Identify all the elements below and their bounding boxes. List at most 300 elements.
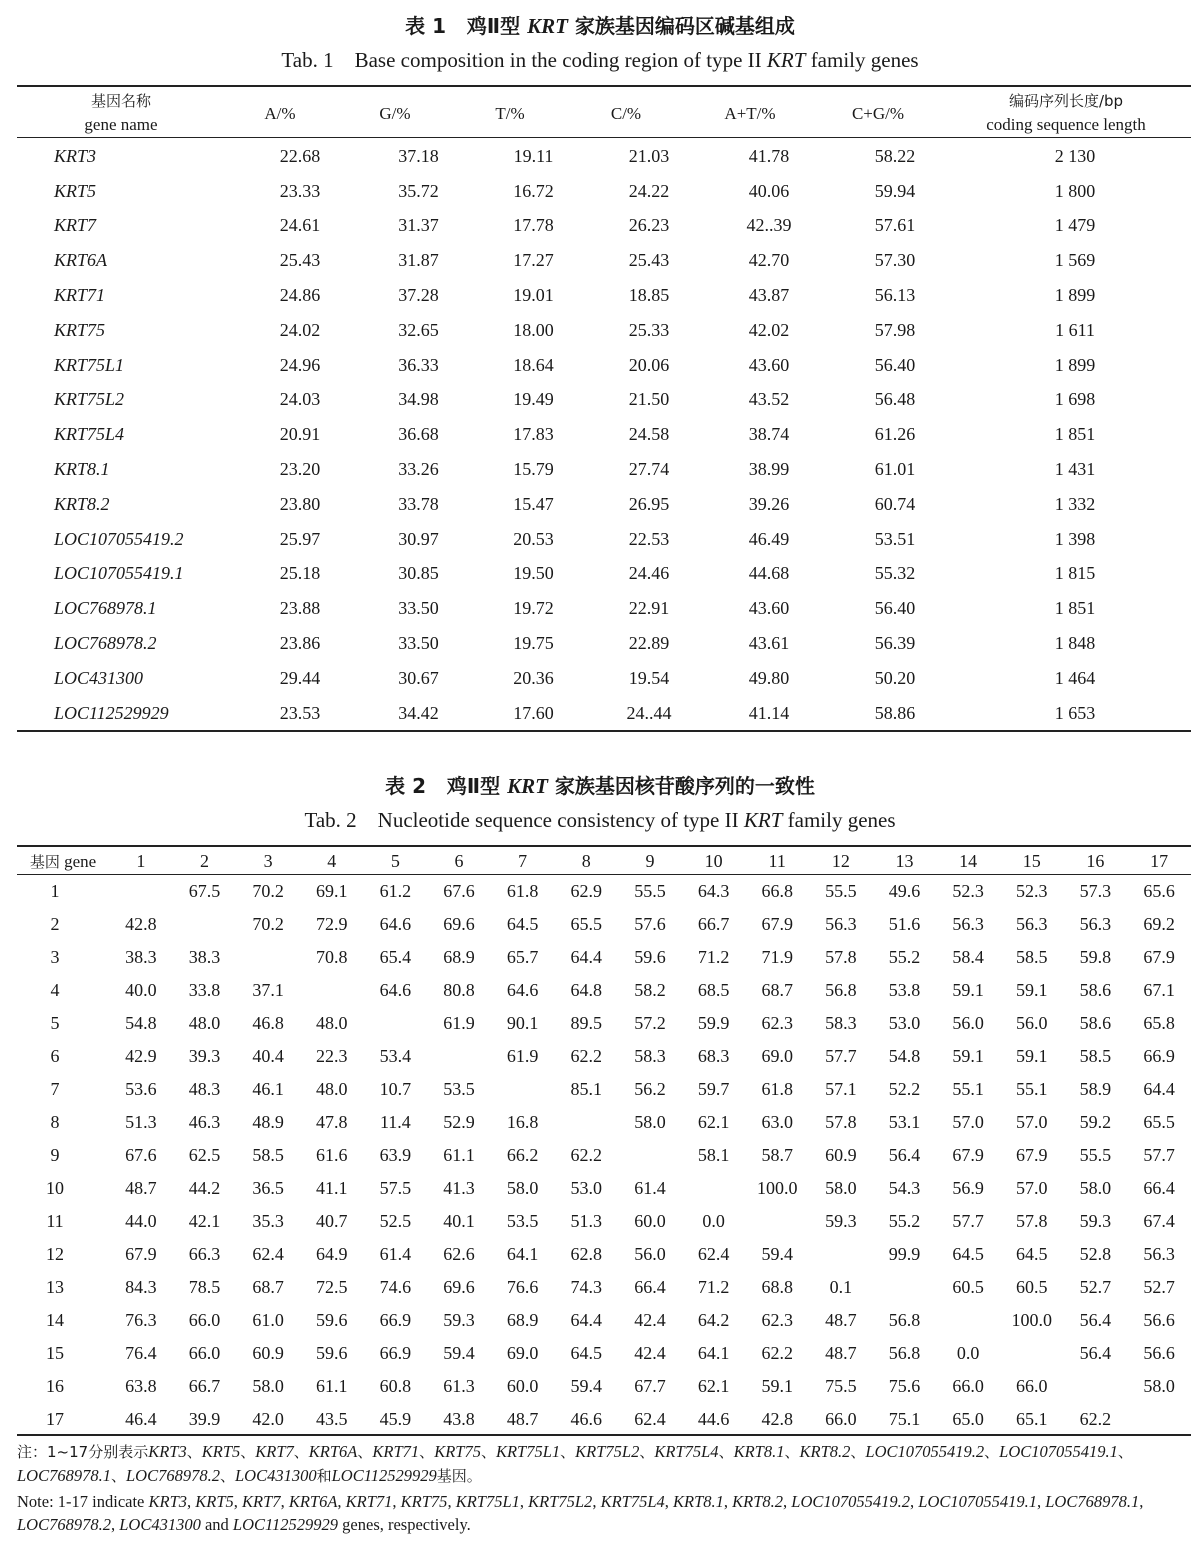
table2-top-rule <box>17 845 1191 847</box>
table2-value-cell: 85.1 <box>570 1079 603 1099</box>
table2-value-cell: 58.6 <box>1079 980 1112 1000</box>
table2-value-cell: 44.0 <box>125 1211 157 1231</box>
table2-row <box>17 1403 1191 1436</box>
table1-value-cell: 37.18 <box>398 145 439 166</box>
table2-value-cell: 66.0 <box>188 1310 221 1330</box>
table2-title-cn-post: 家族基因核苷酸序列的一致性 <box>554 774 815 798</box>
table2-value-cell: 64.3 <box>697 881 730 901</box>
note-en-separator: , <box>723 1492 729 1511</box>
table2-value-cell: 69.6 <box>443 914 475 934</box>
table2-value-cell: 62.3 <box>761 1013 793 1033</box>
table2-value-cell: 58.2 <box>634 980 666 1000</box>
table2-value-cell: 44.2 <box>188 1178 221 1198</box>
table2-value-cell: 56.8 <box>888 1310 921 1330</box>
note-en-gene: KRT75L2 <box>528 1492 593 1511</box>
table2-value-cell: 43.5 <box>315 1409 348 1429</box>
table2-value-cell: 76.6 <box>506 1277 539 1297</box>
table2-value-cell: 56.0 <box>952 1013 984 1033</box>
table2-header <box>17 849 1191 873</box>
note-en-gene: KRT3 <box>148 1492 188 1511</box>
table2-value-cell: 46.8 <box>252 1013 284 1033</box>
table2-row-label: 8 <box>50 1112 60 1132</box>
table1-value-cell: 42..39 <box>746 215 792 236</box>
table2-row <box>17 974 1191 1007</box>
table2-value-cell: 66.7 <box>697 914 730 934</box>
table2-value-cell: 59.3 <box>1079 1211 1112 1231</box>
table1-value-cell: 36.68 <box>398 424 439 445</box>
table2-value-cell: 71.2 <box>697 1277 730 1297</box>
table1-value-cell: 30.85 <box>398 563 439 584</box>
table2-column-header: 17 <box>1150 850 1169 871</box>
table1-value-cell: 1 899 <box>1054 354 1096 375</box>
table2-column-header: 9 <box>645 850 655 871</box>
table2-value-cell: 67.9 <box>1143 947 1175 967</box>
table2-value-cell: 84.3 <box>125 1277 157 1297</box>
table1-value-cell: 1 815 <box>1054 563 1096 584</box>
table2-value-cell: 64.6 <box>379 980 412 1000</box>
note-cn-gene: KRT75L1 <box>495 1442 561 1461</box>
table2-value-cell: 66.2 <box>506 1145 539 1165</box>
table1-value-cell: 33.78 <box>398 493 439 514</box>
table2-value-cell: 45.9 <box>379 1409 412 1429</box>
table2-value-cell: 70.2 <box>252 914 284 934</box>
table2-value-cell: 59.3 <box>825 1211 857 1231</box>
table1-value-cell: 19.72 <box>513 598 554 619</box>
table2-value-cell: 54.8 <box>888 1046 921 1066</box>
table2-value-cell: 59.6 <box>315 1343 348 1363</box>
table1-value-cell: 43.61 <box>748 633 790 654</box>
table2-value-cell: 52.5 <box>379 1211 412 1231</box>
table1-value-cell: 33.50 <box>398 598 439 619</box>
table2-value-cell <box>300 974 364 1007</box>
table1-value-cell: 43.52 <box>748 389 790 410</box>
table2-value-cell: 63.9 <box>379 1145 412 1165</box>
table2-value-cell: 64.9 <box>315 1244 348 1264</box>
table1-row <box>17 348 1191 383</box>
table1-value-cell: 24.61 <box>279 215 321 236</box>
table2-value-cell: 64.4 <box>570 1310 603 1330</box>
table2-value-cell: 22.3 <box>315 1046 348 1066</box>
table2-value-cell: 66.9 <box>379 1310 412 1330</box>
table1-value-cell: 24..44 <box>626 702 672 723</box>
table1-header-at: A+T/% <box>724 104 776 123</box>
note-cn-separator: 、 <box>419 1443 435 1461</box>
table2-row <box>17 1172 1191 1205</box>
note-en-and: and <box>204 1515 229 1534</box>
table2-value-cell: 53.8 <box>888 980 921 1000</box>
table2-value-cell: 66.0 <box>952 1376 984 1396</box>
table2-value-cell: 57.3 <box>1079 881 1112 901</box>
table1-title-en <box>0 48 1200 73</box>
table1-header-gene <box>68 89 174 137</box>
table2-value-cell: 38.3 <box>188 947 221 967</box>
table2-column-header: 15 <box>1022 850 1041 871</box>
note-cn-separator: 、 <box>186 1443 202 1461</box>
table2-value-cell: 39.9 <box>188 1409 221 1429</box>
table2-value-cell: 0.0 <box>956 1343 980 1363</box>
table2-value-cell: 76.4 <box>125 1343 157 1363</box>
table2-value-cell: 46.3 <box>188 1112 221 1132</box>
table1-value-cell: 21.50 <box>628 389 670 410</box>
table2-value-cell: 67.6 <box>125 1145 157 1165</box>
table2-row-label: 10 <box>46 1178 64 1198</box>
table2-value-cell: 58.9 <box>1079 1079 1112 1099</box>
table2-value-cell: 67.9 <box>761 914 793 934</box>
table1-value-cell: 17.78 <box>513 215 554 236</box>
table2-row-label: 11 <box>46 1211 64 1231</box>
note-cn-separator: 、 <box>639 1443 655 1461</box>
table2-value-cell: 62.5 <box>188 1145 221 1165</box>
table2-value-cell: 49.6 <box>888 881 921 901</box>
table1-gene-cell: KRT75 <box>54 319 106 340</box>
table1-number: 表 1 <box>405 14 447 38</box>
note-en-separator: , <box>110 1515 116 1534</box>
note-en-separator: , <box>519 1492 524 1511</box>
table1-value-cell: 36.33 <box>398 354 439 375</box>
table2-value-cell <box>1127 1403 1191 1436</box>
table1-row <box>17 139 1191 174</box>
table1-gene-cell: LOC431300 <box>54 667 144 688</box>
table2-value-cell: 61.8 <box>761 1079 793 1099</box>
table2-row-label: 9 <box>50 1145 60 1165</box>
table1-value-cell: 2 130 <box>1054 145 1096 166</box>
table2-value-cell: 66.4 <box>634 1277 666 1297</box>
note-cn-gene: LOC112529929 <box>331 1466 437 1485</box>
table2-value-cell: 58.3 <box>825 1013 857 1033</box>
table2-value-cell: 56.3 <box>1143 1244 1175 1264</box>
table2-value-cell <box>745 1205 809 1238</box>
table2-value-cell: 59.1 <box>761 1376 793 1396</box>
table1-value-cell: 43.60 <box>748 598 790 619</box>
table2-value-cell: 42.0 <box>252 1409 284 1429</box>
table2-value-cell: 64.5 <box>570 1343 603 1363</box>
note-cn-gene: LOC107055419.2 <box>865 1442 985 1461</box>
table2-value-cell: 66.0 <box>188 1343 221 1363</box>
table2-value-cell: 11.4 <box>379 1112 411 1132</box>
table2-column-header: 13 <box>895 850 914 871</box>
table1-title-cn-pre: 鸡Ⅱ型 <box>466 14 521 38</box>
table2-row <box>17 1370 1191 1403</box>
note-cn-separator: 、 <box>240 1443 256 1461</box>
table2-value-cell: 65.4 <box>379 947 412 967</box>
table2-value-cell: 61.9 <box>506 1046 539 1066</box>
table2-value-cell: 57.7 <box>825 1046 857 1066</box>
table1-value-cell: 61.01 <box>874 459 916 480</box>
table2-value-cell: 69.0 <box>761 1046 793 1066</box>
table2-value-cell: 61.6 <box>315 1145 348 1165</box>
table1-value-cell: 53.51 <box>874 528 916 549</box>
table2-value-cell: 64.6 <box>379 914 412 934</box>
table2-value-cell: 51.6 <box>888 914 921 934</box>
table2-value-cell: 57.8 <box>1016 1211 1048 1231</box>
note-en-separator: , <box>392 1492 397 1511</box>
table2-column-header: 16 <box>1086 850 1105 871</box>
table2-value-cell: 61.2 <box>379 881 412 901</box>
table2-value-cell: 47.8 <box>315 1112 348 1132</box>
note-en-separator: , <box>337 1492 342 1511</box>
table1-value-cell: 1 479 <box>1054 215 1096 236</box>
table2-value-cell: 68.9 <box>443 947 475 967</box>
table1-value-cell: 24.22 <box>628 180 670 201</box>
table2-row-label: 13 <box>46 1277 64 1297</box>
table1-row <box>17 209 1191 244</box>
table2-row <box>17 1304 1191 1337</box>
table1-body <box>17 139 1191 731</box>
table2-value-cell: 64.4 <box>570 947 603 967</box>
table2-value-cell <box>173 908 237 941</box>
table2-title-en-pre: Tab. 2 Nucleotide sequence consistency of type II <box>304 808 739 832</box>
table2-value-cell: 16.8 <box>506 1112 539 1132</box>
table1-value-cell: 31.37 <box>398 215 439 236</box>
table2-value-cell: 68.9 <box>506 1310 539 1330</box>
table2-value-cell: 90.1 <box>506 1013 539 1033</box>
table1-value-cell: 29.44 <box>279 667 321 688</box>
table1-value-cell: 25.43 <box>628 250 670 271</box>
table1-value-cell: 20.36 <box>513 667 554 688</box>
table2-value-cell: 0.0 <box>702 1211 725 1231</box>
table2-value-cell: 57.8 <box>825 1112 857 1132</box>
table2-value-cell: 59.1 <box>1016 1046 1048 1066</box>
table1-row <box>17 417 1191 452</box>
table1-value-cell: 1 851 <box>1054 598 1096 619</box>
table1-value-cell: 1 851 <box>1054 424 1096 445</box>
table1-gene-cell: KRT3 <box>54 145 97 166</box>
table2-row <box>17 1007 1191 1040</box>
note-en-gene: LOC107055419.2 <box>791 1492 911 1511</box>
table2-value-cell: 69.0 <box>506 1343 539 1363</box>
note-en-gene: KRT75L1 <box>455 1492 520 1511</box>
table2-row-label: 16 <box>46 1376 64 1396</box>
table1-value-cell: 56.13 <box>874 285 916 306</box>
table2-value-cell: 52.7 <box>1143 1277 1175 1297</box>
table1-value-cell: 32.65 <box>398 319 439 340</box>
table2-value-cell: 59.7 <box>697 1079 730 1099</box>
table2-value-cell: 59.9 <box>697 1013 730 1033</box>
table2-value-cell: 56.8 <box>888 1343 921 1363</box>
table2-value-cell: 48.9 <box>252 1112 284 1132</box>
table2-value-cell: 35.3 <box>252 1211 284 1231</box>
table2-value-cell: 42.4 <box>634 1310 666 1330</box>
table1-value-cell: 19.11 <box>513 145 554 166</box>
table2-value-cell: 67.6 <box>443 881 475 901</box>
table2-value-cell: 74.6 <box>379 1277 412 1297</box>
table1-value-cell: 18.64 <box>513 354 554 375</box>
note-cn-gene: KRT8.2 <box>799 1442 851 1461</box>
table1-value-cell: 56.39 <box>874 633 916 654</box>
table2-row-label: 15 <box>46 1343 64 1363</box>
table1-value-cell: 16.72 <box>513 180 554 201</box>
table2-value-cell: 74.3 <box>570 1277 603 1297</box>
note-cn-gene: LOC431300 <box>235 1466 317 1485</box>
table2-value-cell: 59.3 <box>443 1310 475 1330</box>
note-cn-separator: 、 <box>219 1467 235 1485</box>
table2-row <box>17 1337 1191 1370</box>
table1-value-cell: 24.46 <box>628 563 670 584</box>
table2-value-cell: 48.0 <box>315 1079 348 1099</box>
table2-value-cell: 69.2 <box>1143 914 1175 934</box>
table1-value-cell: 61.26 <box>874 424 916 445</box>
table1-value-cell: 17.83 <box>513 424 554 445</box>
table2-value-cell: 57.0 <box>1016 1112 1048 1132</box>
table2-value-cell: 61.9 <box>443 1013 475 1033</box>
table1-title-cn-kw: KRT <box>527 14 568 38</box>
table2-value-cell <box>554 1106 618 1139</box>
note-cn-gene: KRT7 <box>255 1442 294 1461</box>
table1-row <box>17 696 1191 731</box>
table2-value-cell: 52.3 <box>1016 881 1048 901</box>
table2-value-cell: 99.9 <box>888 1244 921 1264</box>
table1-value-cell: 57.30 <box>874 250 916 271</box>
table1-row <box>17 383 1191 418</box>
note-cn-and: 和 <box>316 1467 332 1485</box>
table1-top-rule <box>17 85 1191 87</box>
table2-value-cell <box>1064 1370 1128 1403</box>
table2-value-cell: 58.6 <box>1079 1013 1112 1033</box>
table2-value-cell: 53.4 <box>379 1046 412 1066</box>
table1-value-cell: 24.86 <box>279 285 321 306</box>
table2-value-cell: 52.2 <box>888 1079 921 1099</box>
table2-value-cell: 58.0 <box>1143 1376 1175 1396</box>
table1-gene-cell: LOC107055419.1 <box>54 563 184 584</box>
table2-value-cell: 56.3 <box>1016 914 1048 934</box>
note-en-gene: KRT7 <box>242 1492 281 1511</box>
table2-value-cell: 52.9 <box>443 1112 475 1132</box>
table2-value-cell: 60.9 <box>252 1343 284 1363</box>
table2-value-cell: 65.6 <box>1143 881 1175 901</box>
note-en-separator: , <box>447 1492 452 1511</box>
table1-value-cell: 22.91 <box>628 598 670 619</box>
note-cn-gene: KRT75L4 <box>654 1442 719 1461</box>
table2-value-cell: 56.3 <box>1079 914 1112 934</box>
table2-value-cell: 54.3 <box>888 1178 921 1198</box>
table2-value-cell: 62.1 <box>697 1112 730 1132</box>
table2-value-cell: 42.9 <box>125 1046 157 1066</box>
table2-value-cell: 55.2 <box>888 947 921 967</box>
table2-value-cell: 40.1 <box>443 1211 475 1231</box>
table2-value-cell: 65.5 <box>570 914 603 934</box>
table2-value-cell: 58.7 <box>761 1145 793 1165</box>
note-cn-gene: KRT6A <box>308 1442 358 1461</box>
table2-value-cell: 61.1 <box>443 1145 475 1165</box>
table2-value-cell: 58.0 <box>506 1178 539 1198</box>
table1-gene-cell: KRT75L1 <box>54 354 125 375</box>
table2-value-cell: 62.6 <box>443 1244 475 1264</box>
table1-value-cell: 31.87 <box>398 250 439 271</box>
note-cn-gene: KRT75L2 <box>575 1442 640 1461</box>
note-cn <box>17 1440 1197 1488</box>
table2-value-cell: 69.6 <box>443 1277 475 1297</box>
table1-value-cell: 1 800 <box>1054 180 1096 201</box>
note-cn-separator: 、 <box>1117 1443 1133 1461</box>
table2-value-cell: 69.1 <box>315 881 348 901</box>
table2-value-cell: 62.9 <box>570 881 603 901</box>
table2-value-cell: 58.0 <box>1079 1178 1112 1198</box>
table1-value-cell: 56.40 <box>874 598 916 619</box>
note-en-gene: LOC112529929 <box>232 1515 339 1534</box>
table2-value-cell: 38.3 <box>125 947 157 967</box>
table2-value-cell: 59.1 <box>952 1046 984 1066</box>
table2-value-cell: 56.6 <box>1143 1343 1175 1363</box>
table2-value-cell: 60.0 <box>634 1211 666 1231</box>
table1-value-cell: 49.80 <box>748 667 790 688</box>
table2-value-cell: 55.1 <box>952 1079 984 1099</box>
table1-gene-cell: KRT71 <box>54 285 106 306</box>
table1-bottom-rule <box>17 730 1191 732</box>
table2-value-cell: 64.5 <box>506 914 539 934</box>
table2-value-cell: 57.0 <box>1016 1178 1048 1198</box>
table2-value-cell: 58.4 <box>952 947 984 967</box>
table2-value-cell: 60.5 <box>1016 1277 1048 1297</box>
table2-value-cell: 42.4 <box>634 1343 666 1363</box>
table2-value-cell: 64.5 <box>952 1244 984 1264</box>
note-cn-separator: 、 <box>718 1443 734 1461</box>
table2-value-cell: 58.3 <box>634 1046 666 1066</box>
table2-value-cell: 40.4 <box>252 1046 284 1066</box>
table1-value-cell: 1 653 <box>1054 702 1096 723</box>
table2-value-cell: 61.1 <box>315 1376 348 1396</box>
table2-column-header: 3 <box>263 850 273 871</box>
table1-value-cell: 56.40 <box>874 354 916 375</box>
table1-row <box>17 591 1191 626</box>
table1-value-cell: 20.91 <box>279 424 321 445</box>
table2-value-cell: 62.2 <box>1079 1409 1112 1429</box>
table2-value-cell: 68.7 <box>252 1277 284 1297</box>
table1-value-cell: 19.50 <box>513 563 554 584</box>
table1-value-cell: 25.33 <box>628 319 670 340</box>
table2-value-cell: 58.0 <box>825 1178 857 1198</box>
table2-column-header: 14 <box>959 850 978 871</box>
table2-value-cell: 56.6 <box>1143 1310 1175 1330</box>
table2-value-cell: 36.5 <box>252 1178 284 1198</box>
table2-value-cell: 67.5 <box>188 881 221 901</box>
table2-row <box>17 1106 1191 1139</box>
table2-value-cell: 65.8 <box>1143 1013 1175 1033</box>
note-en-gene: KRT75L4 <box>600 1492 665 1511</box>
table1-header-length-en: coding sequence length <box>986 115 1146 134</box>
table2-title-cn-kw: KRT <box>507 774 548 798</box>
note-cn-gene: LOC768978.1 <box>17 1466 111 1485</box>
table2-value-cell: 75.6 <box>888 1376 921 1396</box>
table2-value-cell: 67.4 <box>1143 1211 1175 1231</box>
table2-value-cell: 57.0 <box>952 1112 984 1132</box>
table2-row-label: 14 <box>46 1310 64 1330</box>
table2-value-cell: 58.5 <box>252 1145 284 1165</box>
table2-value-cell <box>809 1238 873 1271</box>
table2-value-cell: 59.4 <box>443 1343 475 1363</box>
table2-value-cell: 40.7 <box>315 1211 348 1231</box>
table2-value-cell: 75.5 <box>825 1376 857 1396</box>
table2-value-cell: 64.6 <box>506 980 539 1000</box>
table2-value-cell: 60.8 <box>379 1376 412 1396</box>
table2-value-cell: 65.5 <box>1143 1112 1175 1132</box>
table1-header-gene-en: gene name <box>84 115 158 134</box>
table2-value-cell: 56.3 <box>952 914 984 934</box>
note-cn-gene: KRT3 <box>148 1442 187 1461</box>
table2-row-label: 17 <box>46 1409 64 1429</box>
table2-row-label: 7 <box>50 1079 60 1099</box>
table1-value-cell: 30.97 <box>398 528 439 549</box>
note-cn-gene: KRT71 <box>372 1442 420 1461</box>
table2-row-label: 6 <box>50 1046 60 1066</box>
table2-value-cell: 43.8 <box>443 1409 475 1429</box>
table1-value-cell: 19.01 <box>513 285 554 306</box>
table1-value-cell: 33.26 <box>398 459 439 480</box>
table2-column-header: 12 <box>831 850 850 871</box>
table2-value-cell: 65.1 <box>1016 1409 1048 1429</box>
table2-value-cell: 67.9 <box>1016 1145 1048 1165</box>
table2-value-cell: 56.3 <box>825 914 857 934</box>
table1-value-cell: 1 398 <box>1054 528 1096 549</box>
